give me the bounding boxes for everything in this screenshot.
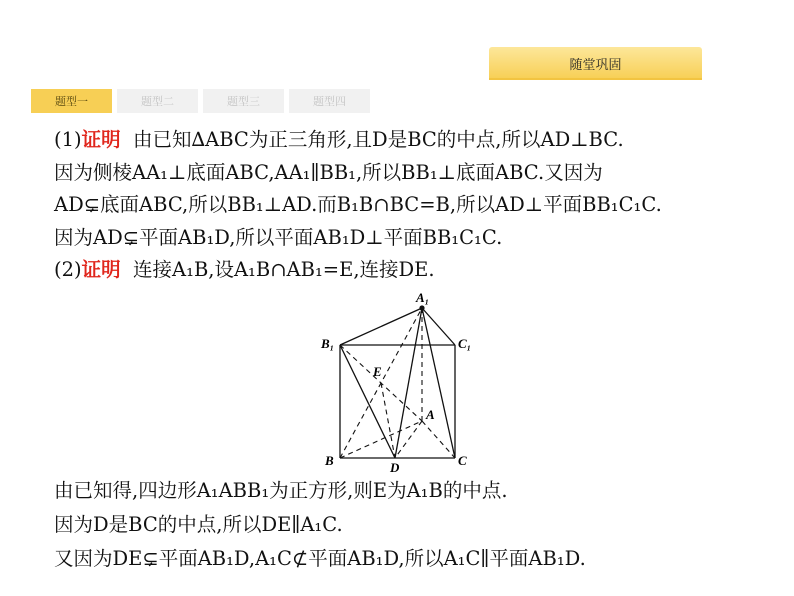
tab-type-1[interactable] — [31, 89, 112, 113]
segment-a1c — [422, 308, 455, 458]
edge-b1a1 — [340, 308, 422, 345]
solution-line — [54, 254, 774, 287]
tab-label: 题型四 — [313, 95, 346, 108]
solution-text: 因为AD⊊平面AB₁D,所以平面AB₁D⊥平面BB₁C₁C. — [54, 225, 503, 249]
proof-label: 证明 — [81, 258, 121, 281]
point-a1 — [419, 305, 424, 310]
tab-type-3[interactable] — [203, 89, 284, 113]
edge-ba — [340, 421, 422, 458]
solution-text: 由已知∆ABC为正三角形,且D是BC的中点,所以AD⊥BC. — [133, 128, 624, 151]
solution-line — [54, 508, 774, 542]
solution-part2-continued — [54, 474, 774, 576]
solution-line — [54, 542, 774, 576]
solution-line — [54, 124, 774, 157]
solution-text: 连接A₁B,设A₁B∩AB₁=E,连接DE. — [133, 258, 435, 281]
part-number: (2) — [54, 258, 82, 281]
section-tab-review[interactable] — [489, 47, 702, 79]
label-b1: B₁ — [321, 336, 335, 351]
edge-a1c1 — [422, 308, 455, 345]
section-tab-label: 随堂巩固 — [569, 57, 622, 73]
solution-line — [54, 474, 774, 508]
tab-label: 题型三 — [227, 95, 260, 108]
tab-underline — [489, 78, 702, 80]
solution-line — [54, 222, 774, 255]
label-e: E — [373, 364, 382, 379]
label-b: B — [325, 453, 334, 468]
solution-text: 由已知得,四边形A₁ABB₁为正方形,则E为A₁B的中点. — [54, 479, 508, 502]
tab-label: 题型一 — [55, 95, 88, 108]
label-d: D — [390, 460, 400, 473]
prism-figure — [310, 288, 480, 473]
tab-type-4[interactable] — [289, 89, 370, 113]
segment-b1d — [340, 345, 395, 458]
solution-text: 因为侧棱AA₁⊥底面ABC,AA₁∥BB₁,所以BB₁⊥底面ABC.又因为 — [54, 160, 603, 184]
solution-text: AD⊊底面ABC,所以BB₁⊥AD.而B₁B∩BC=B,所以AD⊥平面BB₁C₁C. — [54, 193, 662, 216]
solution-line — [54, 157, 774, 190]
label-a: A — [426, 407, 435, 422]
proof-label: 证明 — [81, 128, 121, 151]
part-number: (1) — [54, 128, 82, 151]
solution-text: 因为D是BC的中点,所以DE∥A₁C. — [54, 513, 343, 536]
label-c1: C₁ — [458, 336, 472, 351]
solution-part1 — [54, 124, 774, 287]
label-c: C — [458, 453, 467, 468]
edge-ac — [422, 421, 455, 458]
solution-text: 又因为DE⊊平面AB₁D,A₁C⊄平面AB₁D,所以A₁C∥平面AB₁D. — [54, 547, 586, 570]
tab-type-2[interactable] — [117, 89, 198, 113]
hidden-edges — [340, 308, 455, 458]
segment-a1d — [395, 308, 422, 458]
solid-edges — [340, 308, 455, 458]
tab-label: 题型二 — [141, 95, 174, 108]
type-tab-bar — [31, 89, 370, 113]
label-a1: A₁ — [416, 290, 430, 305]
solution-line — [54, 189, 774, 222]
